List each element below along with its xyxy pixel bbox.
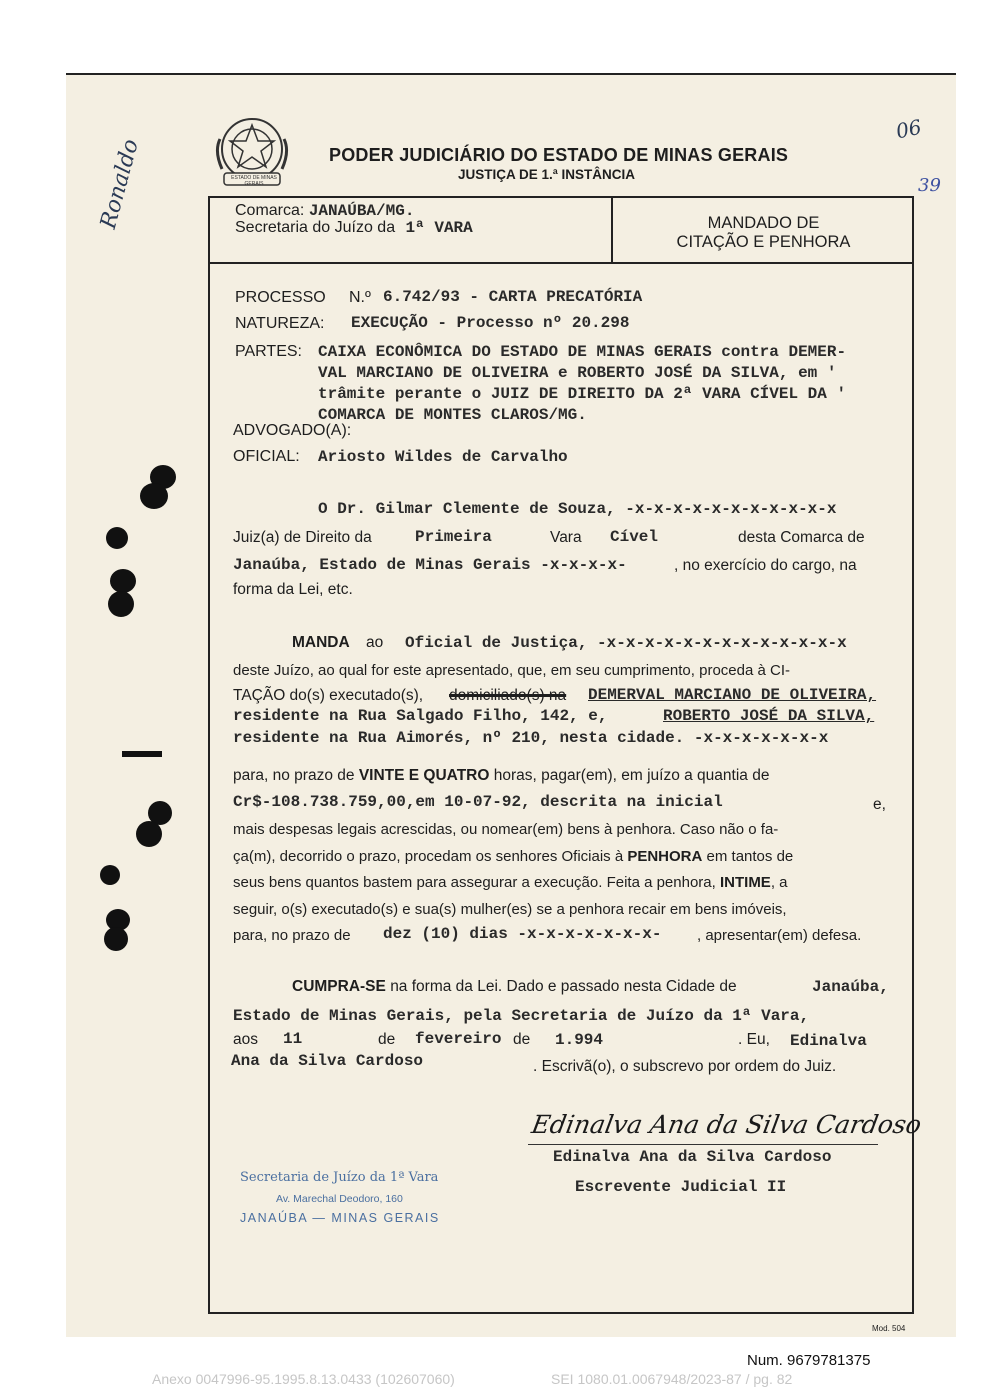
comarca-row (235, 202, 414, 220)
footer-sei: SEI 1080.01.0067948/2023-87 / pg. 82 (551, 1371, 793, 1387)
p4-bold: CUMPRA-SE (292, 978, 386, 995)
p3-bold-a: VINTE E QUATRO (358, 767, 490, 784)
p4-line1 (292, 978, 737, 996)
stamp-line2: Av. Marechal Deodoro, 160 (276, 1193, 403, 1205)
oficial-value: Ariosto Wildes de Carvalho (318, 448, 568, 466)
p3-print-j: para, no prazo de (233, 927, 351, 944)
punch-mark (104, 927, 128, 951)
p3-line4 (233, 848, 793, 865)
p3-print-b: horas, pagar(em), em juízo a quantia de (493, 767, 770, 784)
p1-vara-type: Cível (610, 528, 659, 546)
p2-address-2: residente na Rua Aimorés, nº 210, nesta cidade. -x-x-x-x-x-x-x (233, 729, 829, 747)
judge-line: O Dr. Gilmar Clemente de Souza, -x-x-x-x-x-x-x-x-x-x-x (318, 500, 837, 518)
p3-bold-b: PENHORA (627, 848, 703, 865)
secretaria-value: 1ª VARA (405, 219, 473, 237)
footer-num: Num. 9679781375 (747, 1352, 871, 1369)
signatory-role: Escrevente Judicial II (575, 1178, 787, 1196)
p4-aos: aos (233, 1031, 258, 1048)
processo-label: PROCESSO (235, 289, 326, 306)
p3-print-h: , a (770, 874, 788, 891)
p3-prazo: dez (10) dias -x-x-x-x-x-x-x- (383, 925, 662, 943)
p4-month: fevereiro (415, 1030, 502, 1048)
p3-bold-c: INTIME (719, 874, 771, 891)
p1-print-e: forma da Lei, etc. (233, 581, 353, 598)
p3-print-i: seguir, o(s) executado(s) e sua(s) mulher(es) se a penhora recair em bens imóveis, (233, 901, 787, 918)
p3-line5 (233, 874, 788, 891)
p1-print-a: Juiz(a) de Direito da (233, 529, 372, 546)
punch-mark (110, 569, 136, 593)
partes-line: COMARCA DE MONTES CLAROS/MG. (318, 406, 587, 424)
header-divider (208, 262, 914, 264)
p2-print-a: deste Juízo, ao qual for este apresentado, que, em seu cumprimento, proceda à CI- (233, 662, 790, 679)
stamp-line3: JANAÚBA — MINAS GERAIS (240, 1211, 440, 1225)
secretaria-label: Secretaria do Juízo da (235, 219, 396, 236)
natureza-value: EXECUÇÃO - Processo nº 20.298 (351, 314, 630, 332)
margin-note-left: Ronaldo (96, 136, 144, 232)
signatory-name: Edinalva Ana da Silva Cardoso (553, 1148, 832, 1166)
p2-executado-1: DEMERVAL MARCIANO DE OLIVEIRA, (588, 686, 877, 704)
p1-print-b: Vara (550, 529, 582, 546)
punch-mark (136, 821, 162, 847)
punch-mark (140, 483, 168, 509)
p1-print-d: , no exercício do cargo, na (674, 557, 857, 574)
p2-executado-2: ROBERTO JOSÉ DA SILVA, (663, 707, 875, 725)
court-title: PODER JUDICIÁRIO DO ESTADO DE MINAS GERAIS (329, 145, 789, 165)
p4-year: 1.994 (555, 1031, 604, 1049)
p1-print-c: desta Comarca de (738, 529, 865, 546)
p3-print-e: ça(m), decorrido o prazo, procedam os senhores Oficiais à (233, 848, 624, 865)
margin-dash (122, 751, 162, 757)
margin-note-top-right-2: 39 (918, 175, 941, 196)
p4-de2: de (513, 1031, 531, 1048)
p3-print-k: , apresentar(em) defesa. (697, 927, 862, 944)
footer-annex: Anexo 0047996-95.1995.8.13.0433 (102607060) (152, 1371, 455, 1387)
handwritten-signature: Edinalva Ana da Silva Cardoso (529, 1110, 924, 1139)
secretaria-row (235, 219, 473, 237)
p4-state-line: Estado de Minas Gerais, pela Secretaria de Juízo da 1ª Vara, (233, 1007, 810, 1025)
p3-line1 (233, 767, 769, 785)
p4-city: Janaúba, (812, 978, 889, 996)
advogado-label: ADVOGADO(A): (233, 422, 352, 439)
p1-comarca: Janaúba, Estado de Minas Gerais -x-x-x-x- (233, 556, 627, 574)
partes-line: trâmite perante o JUIZ DE DIREITO DA 2ª VARA CÍVEL DA ' (318, 385, 847, 403)
comarca-label: Comarca: (235, 202, 305, 219)
p4-print-a: na forma da Lei. Dado e passado nesta Cidade de (390, 978, 737, 995)
p3-print-d: mais despesas legais acrescidas, ou nomear(em) bens à penhora. Caso não o fa- (233, 821, 779, 838)
oficial-label: OFICIAL: (233, 448, 300, 465)
p2-struck: domiciliado(s) na (449, 687, 567, 704)
p4-name-a: Edinalva (790, 1032, 867, 1050)
doc-type-line1: MANDADO DE (707, 214, 820, 232)
p4-print-end: . Escrivã(o), o subscrevo por ordem do Juiz. (533, 1058, 837, 1075)
punch-mark (100, 865, 120, 885)
p1-vara-number: Primeira (415, 528, 492, 546)
margin-note-top-right-1: 06 (893, 114, 924, 144)
p2-print-b: TAÇÃO do(s) executado(s), (233, 687, 424, 704)
partes-line: CAIXA ECONÔMICA DO ESTADO DE MINAS GERAIS contra DEMER- (318, 343, 847, 361)
p3-print-c: e, (873, 796, 886, 813)
seal-text: ESTADO DE MINAS GERAIS (231, 175, 277, 187)
processo-value: 6.742/93 - CARTA PRECATÓRIA (383, 288, 643, 306)
partes-label: PARTES: (235, 343, 302, 360)
signature-line (528, 1144, 878, 1145)
punch-mark (106, 527, 128, 549)
stamp-line1: Secretaria de Juízo da 1ª Vara (240, 1170, 439, 1185)
p2-address-1: residente na Rua Salgado Filho, 142, e, (233, 707, 608, 725)
p3-print-a: para, no prazo de (233, 767, 355, 784)
p4-de1: de (378, 1031, 396, 1048)
p4-eu: . Eu, (738, 1031, 770, 1048)
p2-oficial: Oficial de Justiça, -x-x-x-x-x-x-x-x-x-x-x-x-x (405, 634, 847, 652)
comarca-value: JANAÚBA/MG. (308, 202, 415, 220)
p3-print-f: em tantos de (706, 848, 794, 865)
natureza-label: NATUREZA: (235, 315, 325, 332)
doc-type-line2: CITAÇÃO E PENHORA (676, 233, 851, 251)
p3-amount: Cr$-108.738.759,00,em 10-07-92, descrita na inicial (233, 793, 723, 811)
punch-mark (108, 591, 134, 617)
p4-day: 11 (283, 1030, 303, 1048)
partes-line: VAL MARCIANO DE OLIVEIRA e ROBERTO JOSÉ DA SILVA, em ' (318, 364, 837, 382)
p3-print-g: seus bens quantos bastem para assegurar a execução. Feita a penhora, (233, 874, 716, 891)
manda-word: MANDA (292, 634, 350, 651)
ao-word: ao (366, 634, 384, 651)
processo-no-label: N.º (349, 289, 371, 306)
form-code: Mod. 504 (872, 1324, 906, 1333)
p4-name-b: Ana da Silva Cardoso (231, 1052, 424, 1070)
court-subtitle: JUSTIÇA DE 1.ª INSTÂNCIA (458, 167, 636, 182)
